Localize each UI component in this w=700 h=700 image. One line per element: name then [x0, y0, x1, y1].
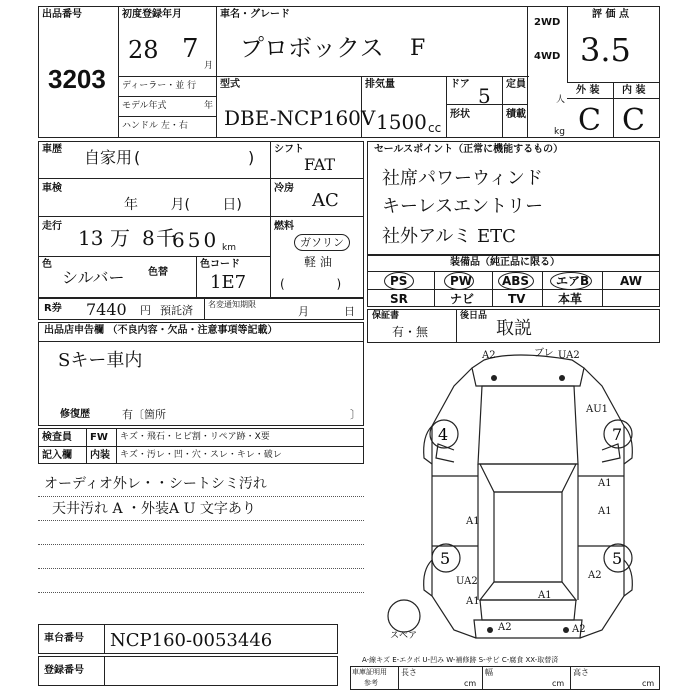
history-paren-close: )	[248, 148, 255, 167]
mark-front-right: UA2	[558, 350, 580, 361]
fuel-label: 燃料	[274, 221, 294, 232]
displacement: 1500	[376, 110, 427, 134]
car-name-label: 車名・グレード	[220, 9, 290, 20]
shift-value: FAT	[304, 155, 336, 174]
drive-2wd: 2WD	[534, 17, 561, 28]
grade: F	[410, 36, 426, 61]
color-code: 1E7	[210, 272, 247, 293]
name-change-month: 月	[298, 305, 309, 318]
car-name: プロボックス	[240, 34, 384, 62]
hood	[478, 386, 578, 464]
cert-length-cm: cm	[464, 679, 477, 688]
mark-right-fender: AU1	[586, 404, 609, 415]
sales-point-3: 社外アルミ ETC	[382, 226, 516, 247]
cert-length: 長さ	[401, 668, 417, 677]
equip-aw: AW	[620, 274, 642, 288]
equip-sr: SR	[390, 292, 408, 306]
tire-front-right-value: 7	[612, 425, 623, 444]
displacement-label: 排気量	[365, 79, 395, 90]
rear-glass	[480, 582, 576, 600]
mark-right-door: A1	[598, 478, 612, 489]
fuel-value: ガソリン	[294, 234, 350, 251]
inspector-note-1: オーディオ外レ・・シートシミ汚れ	[44, 476, 267, 492]
cert-width-cm: cm	[552, 679, 565, 688]
recycle-unit: 円	[140, 304, 151, 317]
mark-right-door-rear: A1	[598, 506, 612, 517]
inspector-row1: キズ・飛石・ヒビ割・リペア跡・X要	[120, 432, 270, 442]
sales-point-2: キーレスエントリー	[382, 196, 544, 217]
sen-unit: 千	[156, 226, 176, 250]
spare-label: スペア	[390, 631, 418, 641]
shift-label: シフト	[274, 144, 304, 155]
mark-left-door: A1	[466, 516, 480, 527]
fuel-light-oil: 軽 油	[304, 255, 332, 269]
mark-front-center: ブレ	[534, 348, 554, 359]
windshield	[480, 464, 576, 492]
history-value: 自家用	[84, 148, 133, 167]
recycle-deposit: 預託済	[160, 304, 193, 317]
manual-label: 後日品	[460, 311, 488, 321]
tailgate	[480, 600, 576, 620]
man-unit: 万	[110, 226, 130, 250]
first-reg-year: 28	[128, 36, 159, 64]
capacity-label: 定員	[506, 79, 526, 90]
aircon-label: 冷房	[274, 183, 294, 194]
equip-tv: TV	[508, 292, 526, 306]
door-label: ドア	[450, 79, 470, 90]
equip-pw: PW	[450, 274, 473, 288]
repair-close: 〕	[350, 408, 361, 421]
equip-navi: ナビ	[450, 292, 475, 306]
name-change-day: 日	[344, 305, 355, 318]
mark-front-left: A2	[482, 350, 496, 361]
mileage-label: 走行	[42, 221, 62, 232]
score-label: 評 価 点	[592, 9, 629, 20]
color-value: シルバー	[62, 268, 125, 287]
color-code-label: 色コード	[200, 259, 240, 270]
drive-4wd: 4WD	[534, 51, 561, 62]
tire-rear-right-value: 5	[612, 549, 623, 568]
warranty-label: 保証書	[372, 311, 400, 321]
kg-unit: kg	[554, 127, 565, 137]
chassis-label: 車台番号	[44, 633, 84, 644]
mileage-man: 13	[78, 226, 104, 250]
model-year-label: モデル年式	[122, 101, 167, 111]
repair-value: 有〔箇所	[122, 408, 166, 421]
mark-rear-right: A2	[572, 624, 586, 635]
sales-point-1: 社席パワーウィンド	[382, 168, 543, 189]
color-change-label: 色替	[148, 267, 168, 278]
inspector-row2: キズ・汚レ・凹・穴・スレ・キレ・破レ	[120, 450, 282, 460]
mark-rear-gate: A1	[538, 590, 552, 601]
mark-rear-left: A2	[498, 622, 512, 633]
equip-airbag: エアB	[556, 274, 590, 288]
equip-leather: 本革	[558, 292, 583, 306]
exterior-grade: C	[578, 103, 601, 138]
inspector-label: 検査員	[42, 432, 72, 443]
mileage-sen: 8	[142, 226, 155, 250]
mileage-rest: 650	[172, 228, 220, 252]
cert-label: 車庫証明用	[352, 668, 387, 676]
cert-width: 幅	[485, 668, 493, 677]
interior-grade: C	[622, 103, 645, 138]
first-reg-month: 7	[182, 34, 199, 64]
equipment-label: 装備品（純正品に限る）	[450, 257, 560, 268]
tire-rear-left-value: 5	[440, 549, 451, 568]
inspector-interior: 内装	[90, 450, 110, 461]
inspector-note-2: 天井汚れ A ・外装A U 文字あり	[52, 501, 256, 517]
equip-pw-circle	[444, 272, 474, 290]
aircon-value: AC	[312, 190, 339, 211]
name-change-label: 名変通知期限	[208, 300, 256, 309]
cert-ref: 参考	[364, 679, 378, 687]
roof	[494, 492, 562, 582]
equip-ps-circle	[384, 272, 414, 290]
equip-ps: PS	[390, 274, 408, 288]
warranty-value: 有・無	[392, 325, 429, 339]
interior-label: 内 装	[622, 85, 646, 96]
certificate-frame	[350, 666, 660, 690]
lot-no-label: 出品番号	[42, 9, 82, 20]
declaration-label: 出品店申告欄 （不良内容・欠品・注意事項等記載）	[44, 325, 278, 336]
equip-abs-circle	[498, 272, 534, 290]
sales-points-label: セールスポイント（正常に機能するもの）	[374, 144, 564, 155]
history-label: 車歴	[42, 144, 62, 155]
inspector-fw: FW	[90, 432, 108, 443]
chassis-value: NCP160-0053446	[110, 630, 273, 651]
shape-label: 形状	[450, 109, 470, 120]
car-diagram	[366, 346, 660, 660]
repair-label: 修復歴	[60, 409, 90, 420]
load-label: 積載	[506, 109, 526, 120]
mark-left-rear-door: A1	[466, 596, 480, 607]
cc-unit: cc	[428, 121, 442, 135]
manual-value: 取説	[496, 318, 532, 339]
mark-right-quarter: A2	[588, 570, 602, 581]
recycle-label: R券	[44, 303, 62, 314]
history-paren-open: (	[134, 148, 141, 167]
dealer-label: ディーラー・並 行	[122, 81, 197, 91]
person-unit: 人	[556, 95, 566, 105]
declaration-note: Sキー車内	[58, 350, 143, 371]
cert-height: 高さ	[573, 668, 589, 677]
doors: 5	[478, 84, 491, 108]
spare-tire	[388, 600, 420, 632]
tire-front-left-value: 4	[438, 425, 449, 444]
handle-label: ハンドル 左・右	[122, 121, 188, 131]
equip-airbag-circle	[550, 272, 592, 290]
month-unit: 月	[204, 61, 214, 71]
year-unit: 年	[204, 101, 214, 111]
inspection-line: 年 月( 日)	[124, 197, 242, 213]
equip-abs: ABS	[502, 274, 530, 288]
score: 3.5	[580, 31, 631, 69]
color-label: 色	[42, 259, 52, 270]
cert-height-cm: cm	[642, 679, 655, 688]
recycle-value: 7440	[86, 300, 127, 319]
diagram-legend: A-線キズ E-エクボ U-凹み W-補修跡 S-サビ C-腐食 XX-取替済	[362, 656, 559, 664]
lot-no: 3203	[48, 64, 106, 94]
fuel-paren: ( )	[280, 277, 342, 291]
mark-left-quarter: UA2	[456, 576, 478, 587]
km-unit: km	[222, 243, 236, 253]
model: DBE-NCP160V	[224, 106, 376, 130]
first-reg-label: 初度登録年月	[122, 9, 182, 20]
model-label: 型式	[220, 79, 240, 90]
inspection-label: 車検	[42, 183, 62, 194]
exterior-label: 外 装	[576, 85, 600, 96]
registration-label: 登録番号	[44, 665, 84, 676]
entry-label: 記入欄	[42, 450, 72, 461]
